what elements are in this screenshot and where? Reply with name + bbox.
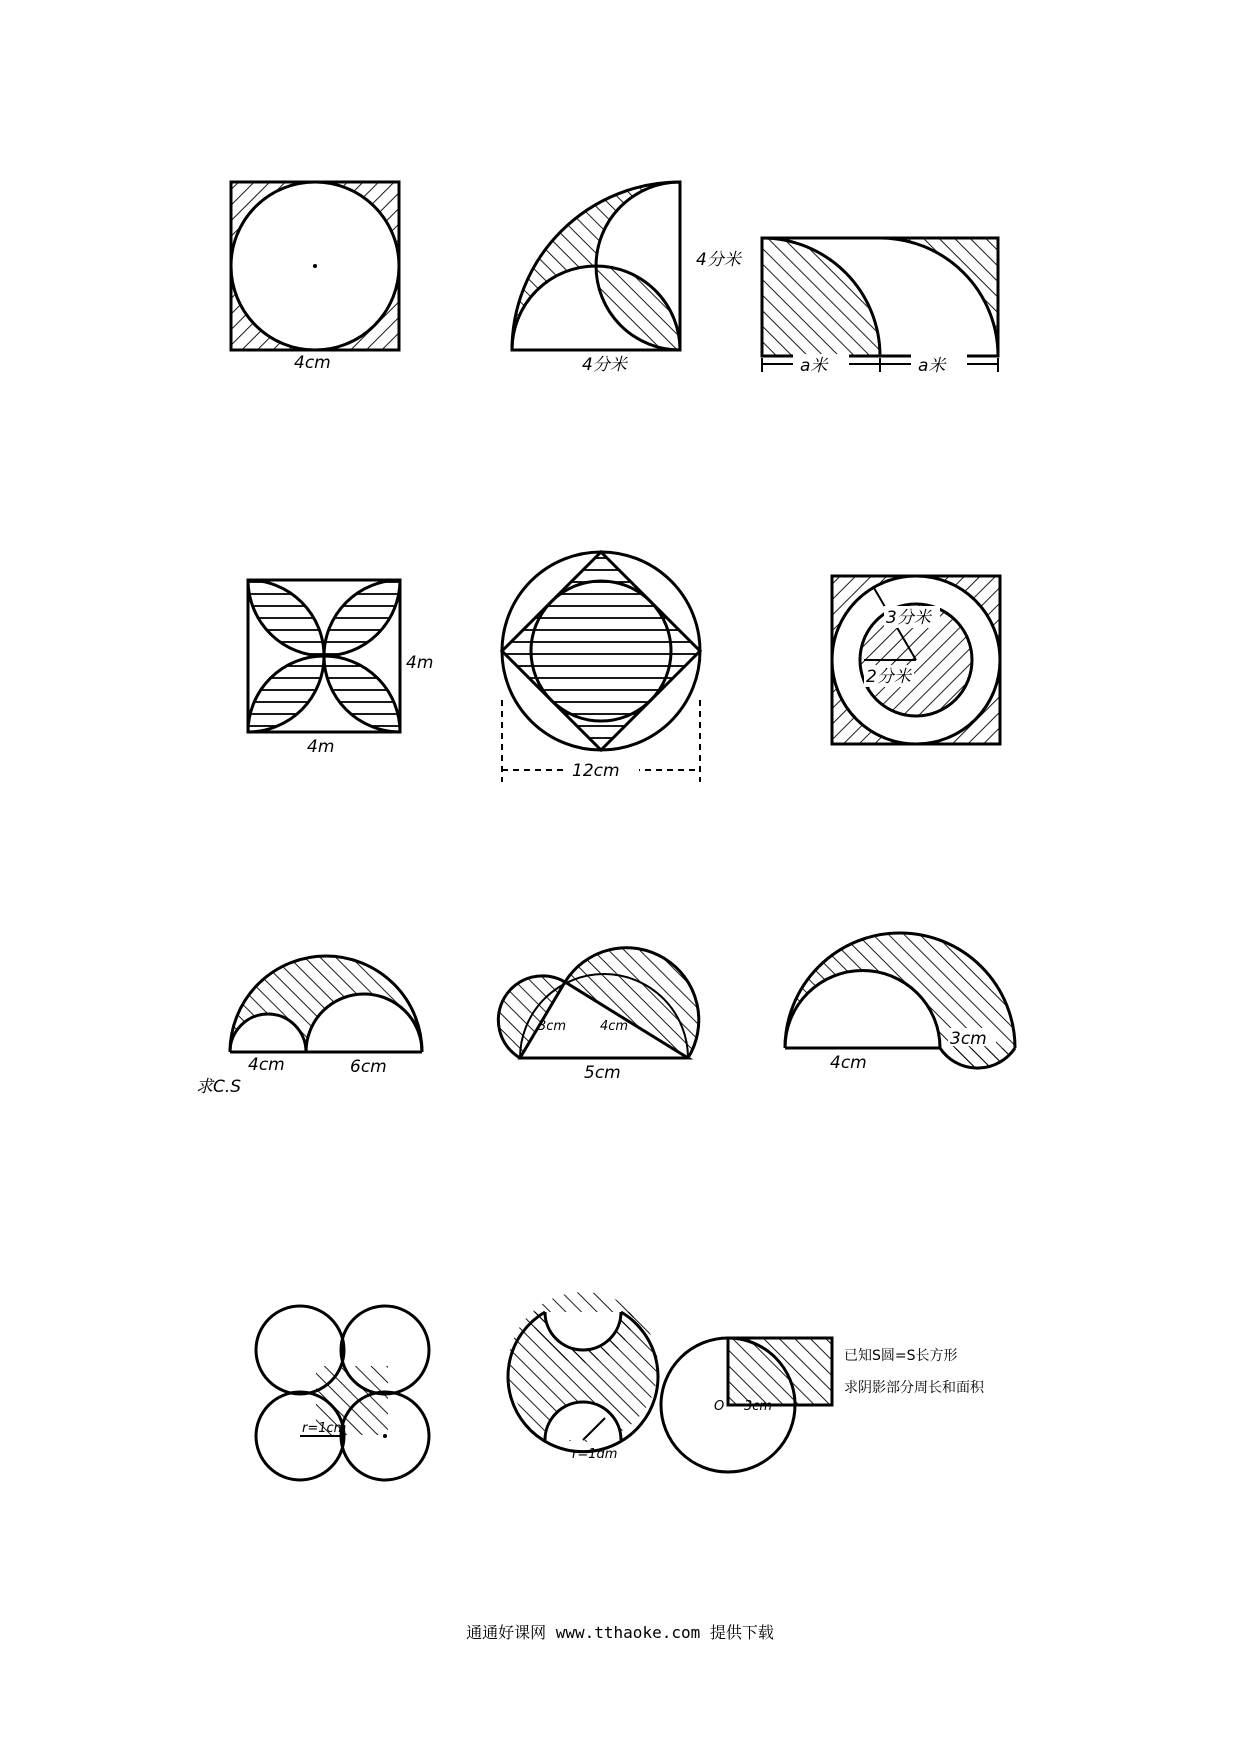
figure-8 — [498, 948, 698, 1083]
figure-5 — [502, 552, 700, 782]
figure-7-label-large: 6cm — [350, 1057, 387, 1077]
figure-7-label-small: 4cm — [248, 1055, 285, 1075]
figure-6-label-outer: 3分米 — [886, 608, 931, 628]
figure-8-label-c: 5cm — [584, 1063, 621, 1083]
figure-11 — [508, 1292, 658, 1462]
figure-3 — [762, 238, 998, 376]
figure-10-label-radius: r=1cm — [302, 1421, 347, 1436]
figure-10 — [256, 1306, 429, 1480]
figure-7-question: 求C.S — [196, 1077, 242, 1097]
figure-4 — [248, 580, 433, 757]
figure-6 — [832, 576, 1000, 744]
figure-8-label-a: 3cm — [538, 1019, 567, 1034]
figure-2 — [512, 182, 743, 375]
figure-2-label-bottom: 4分米 — [582, 355, 627, 375]
figure-6-label-inner: 2分米 — [866, 667, 911, 687]
figure-9 — [785, 933, 1015, 1073]
figure-7 — [196, 956, 422, 1097]
figure-12-label-radius: 3cm — [744, 1399, 773, 1414]
figure-4-label-bottom: 4m — [307, 737, 335, 757]
figure-3-label-left: a米 — [800, 356, 828, 376]
figure-9-label-base: 4cm — [830, 1053, 867, 1073]
figure-1 — [231, 182, 399, 373]
figure-1-label-side: 4cm — [294, 353, 331, 373]
figure-12-label-center: O — [714, 1399, 725, 1414]
figure-4-label-right: 4m — [406, 653, 434, 673]
figure-8-label-b: 4cm — [600, 1019, 629, 1034]
figure-12-note-line1: 已知S圆=S长方形 — [844, 1348, 958, 1364]
figure-5-label-width: 12cm — [572, 761, 620, 781]
figure-12-note-line2: 求阴影部分周长和面积 — [844, 1380, 984, 1396]
figure-11-label-radius: r=1dm — [572, 1447, 618, 1462]
figure-12 — [661, 1338, 985, 1472]
figure-9-label-right: 3cm — [950, 1029, 987, 1049]
figure-3-label-right: a米 — [918, 356, 946, 376]
footer-credit: 通通好课网 www.tthaoke.com 提供下载 — [466, 1623, 774, 1642]
figure-2-label-right: 4分米 — [696, 250, 741, 270]
